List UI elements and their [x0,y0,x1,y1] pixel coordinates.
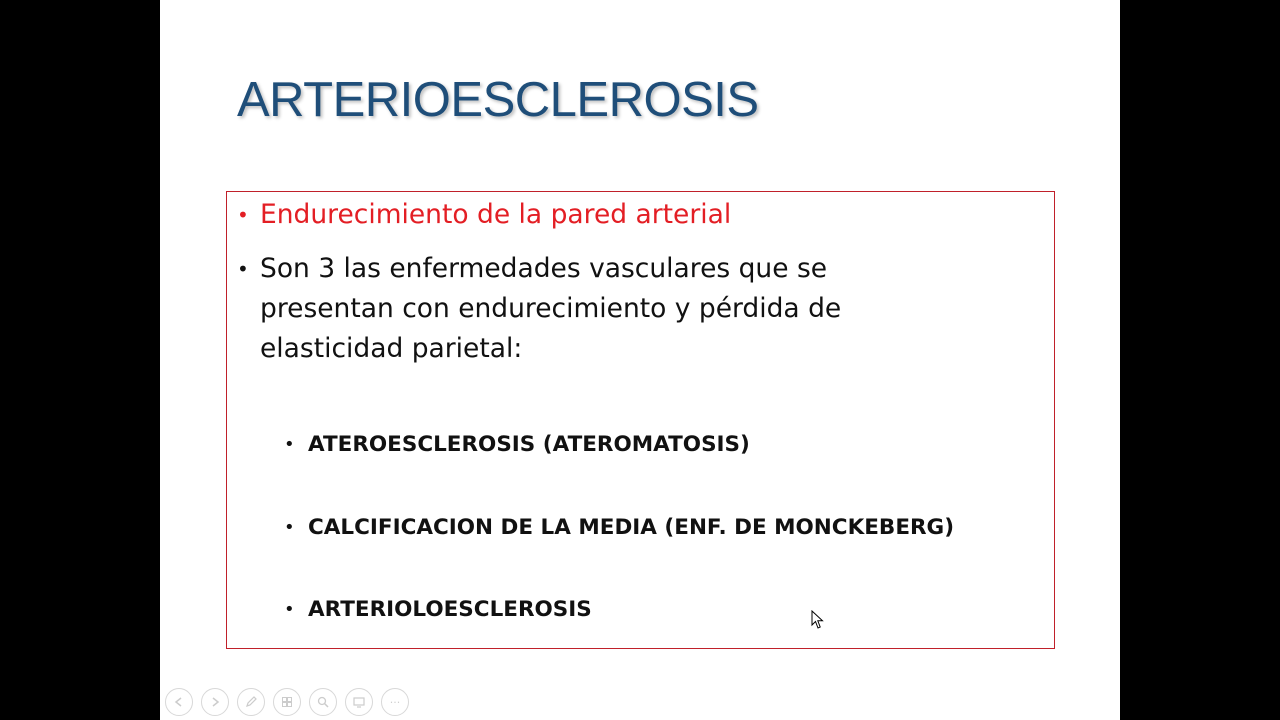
sub-bullet-text: ATEROESCLEROSIS (ATEROMATOSIS) [308,432,750,457]
bullet-dot-icon: • [284,517,295,538]
more-options-icon[interactable] [381,688,409,716]
presentation-slide [160,0,1120,720]
screen-icon[interactable] [345,688,373,716]
sub-bullet-item [284,430,750,460]
next-icon[interactable] [201,688,229,716]
bullet-item [237,249,960,369]
previous-icon[interactable] [165,688,193,716]
bullet-dot-icon: • [284,599,295,620]
bullet-dot-icon: • [237,257,249,281]
sub-bullet-item [284,595,592,625]
bullet-dot-icon: • [284,434,295,455]
sub-bullet-item [284,513,954,543]
bullet-text: Endurecimiento de la pared arterial [260,199,732,230]
bullet-text: Son 3 las enfermedades vasculares que se presentan con endurecimiento y pérdida de elasticidad parietal: [260,253,842,364]
sub-bullet-text: ARTERIOLOESCLEROSIS [308,597,592,622]
pen-icon[interactable] [237,688,265,716]
slides-grid-icon[interactable] [273,688,301,716]
slideshow-controls [165,688,409,716]
zoom-icon[interactable] [309,688,337,716]
sub-bullet-text: CALCIFICACION DE LA MEDIA (ENF. DE MONCKEBERG) [308,515,955,540]
bullet-item [237,195,960,235]
more-options-label: ··· [389,695,401,709]
slide-title: ARTERIOESCLEROSIS [237,73,759,127]
content-box [226,191,1055,649]
bullet-dot-icon: • [237,203,249,227]
mouse-pointer-icon [811,610,825,630]
